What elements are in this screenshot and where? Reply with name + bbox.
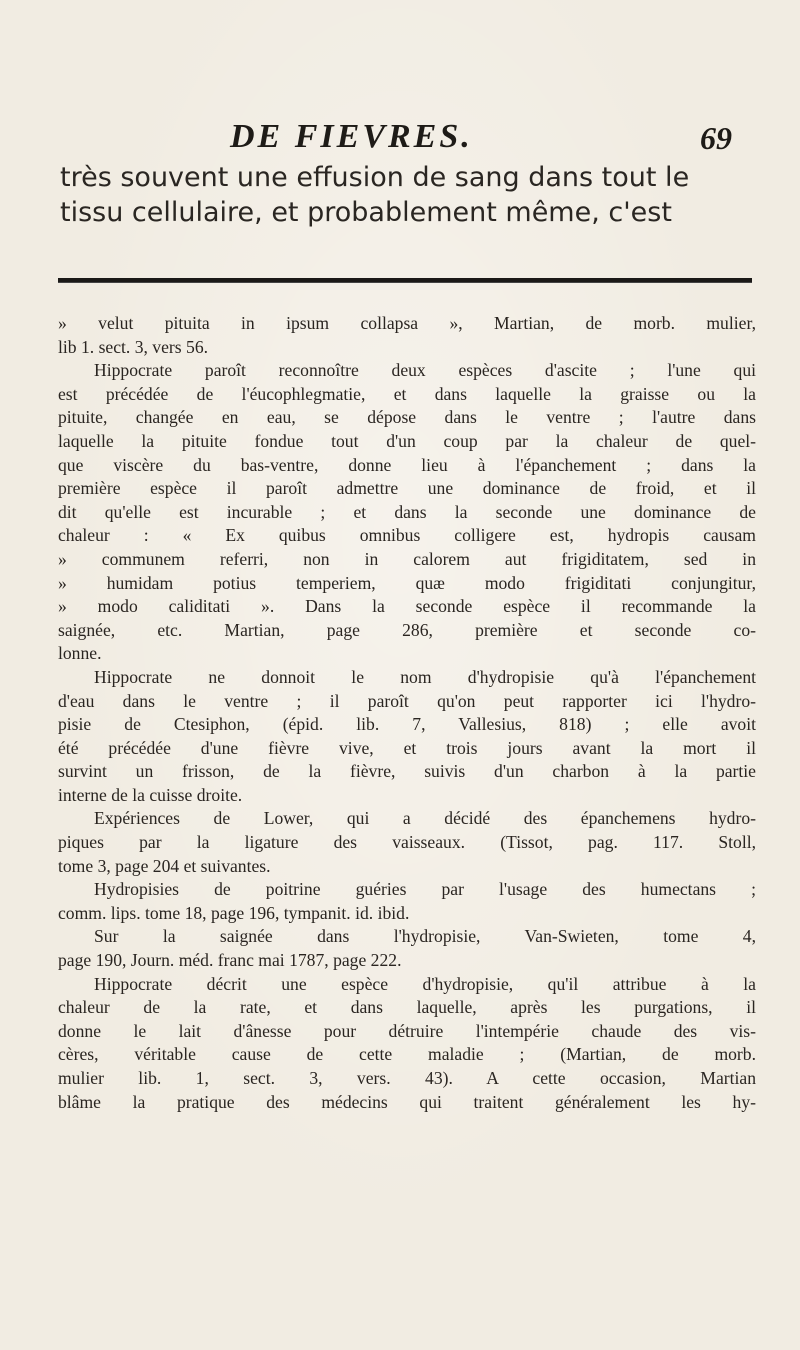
footnote-line: tome 3, page 204 et suivantes. <box>58 855 271 876</box>
page-number: 69 <box>700 120 732 156</box>
header-title: DE FIEVRES. <box>230 118 473 155</box>
footnote-line: que viscère du bas-ventre, donne lieu à l'épanchement ; dans la <box>58 454 756 475</box>
footnote-line: » communem referri, non in calorem aut frigiditatem, sed in <box>58 548 756 569</box>
footnote-line: survint un frisson, de la fièvre, suivis d'un charbon à la partie <box>58 761 756 782</box>
footnote-line: pituite, changée en eau, se dépose dans le ventre ; l'autre dans <box>58 407 756 428</box>
footnote-line: Sur la saignée dans l'hydropisie, Van-Swieten, tome 4, <box>94 926 756 947</box>
footnote-divider <box>58 278 752 282</box>
footnote-line: blâme la pratique des médecins qui traitent généralement les hy- <box>58 1091 756 1112</box>
footnote-line: d'eau dans le ventre ; il paroît qu'on peut rapporter ici l'hydro- <box>58 690 756 711</box>
footnote-line: » humidam potius temperiem, quæ modo frigiditati conjungitur, <box>58 572 756 593</box>
footnote-line: Hippocrate ne donnoit le nom d'hydropisie qu'à l'épanchement <box>94 666 756 687</box>
footnote-line: donne le lait d'ânesse pour détruire l'intempérie chaude des vis- <box>58 1020 756 1041</box>
footnote-line: lonne. <box>58 643 102 664</box>
footnote-line: dit qu'elle est incurable ; et dans la seconde une dominance de <box>58 501 756 522</box>
main-text <box>60 160 752 230</box>
main-text-line: très souvent une effusion de sang dans tout le <box>60 162 690 193</box>
footnote-line: Hippocrate paroît reconnoître deux espèces d'ascite ; l'une qui <box>94 360 756 381</box>
footnote-line: » velut pituita in ipsum collapsa », Martian, de morb. mulier, <box>58 313 756 333</box>
footnote-line: été précédée d'une fièvre vive, et trois jours avant la mort il <box>58 737 756 758</box>
footnote-line: Hydropisies de poitrine guéries par l'usage des humectans ; <box>94 879 756 900</box>
footnote-line: piques par la ligature des vaisseaux. (Tissot, pag. 117. Stoll, <box>58 832 756 853</box>
footnote-line: chaleur de la rate, et dans laquelle, après les purgations, il <box>58 997 756 1018</box>
footnote-line: saignée, etc. Martian, page 286, première et seconde co- <box>58 619 756 640</box>
footnote-line: interne de la cuisse droite. <box>58 784 243 805</box>
footnote-line: cères, véritable cause de cette maladie ; (Martian, de morb. <box>58 1044 756 1065</box>
footnote-line: » modo caliditati ». Dans la seconde espèce il recommande la <box>58 596 756 617</box>
footnote-line: laquelle la pituite fondue tout d'un coup par la chaleur de quel- <box>58 430 756 451</box>
footnote-line: mulier lib. 1, sect. 3, vers. 43). A cette occasion, Martian <box>58 1068 756 1088</box>
footnote-line: comm. lips. tome 18, page 196, tympanit. id. ibid. <box>58 902 410 923</box>
main-text-line: tissu cellulaire, et probablement même, c'est <box>60 197 672 228</box>
footnote-line: première espèce il paroît admettre une dominance de froid, et il <box>58 478 756 499</box>
footnote-line: page 190, Journ. méd. franc mai 1787, page 222. <box>58 950 402 971</box>
footnotes <box>58 312 756 1114</box>
footnote-line: pisie de Ctesiphon, (épid. lib. 7, Vallesius, 818) ; elle avoit <box>58 714 756 735</box>
footnote-line: chaleur : « Ex quibus omnibus colligere est, hydropis causam <box>58 525 756 546</box>
footnote-line: est précédée de l'éucophlegmatie, et dans laquelle la graisse ou la <box>58 383 756 404</box>
footnote-line: lib 1. sect. 3, vers 56. <box>58 336 209 357</box>
footnote-line: Expériences de Lower, qui a décidé des épanchemens hydro- <box>94 808 756 829</box>
footnote-line: Hippocrate décrit une espèce d'hydropisie, qu'il attribue à la <box>94 973 756 994</box>
